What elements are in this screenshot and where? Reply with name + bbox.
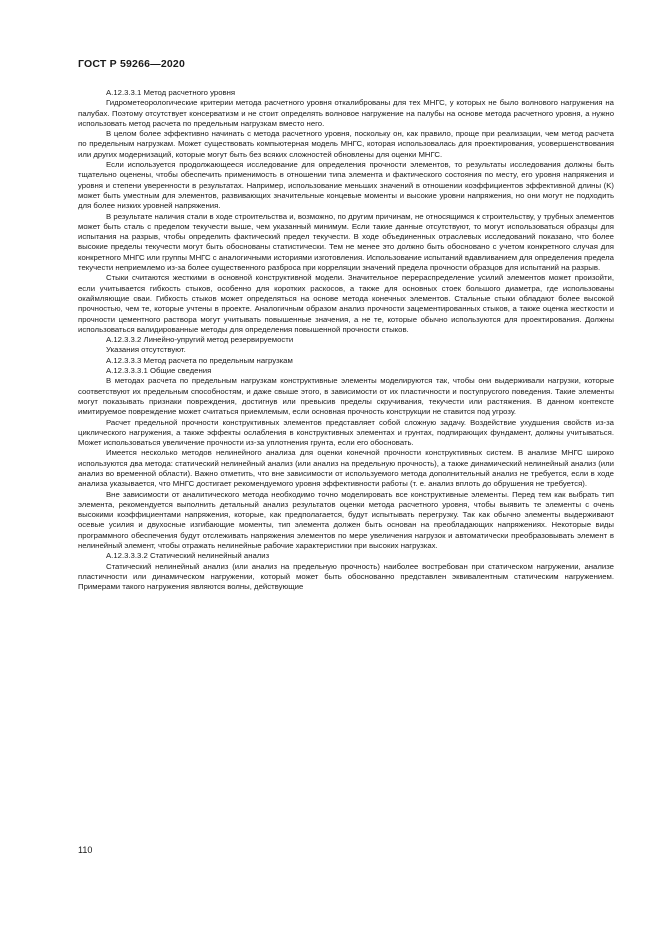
body-paragraph: Вне зависимости от аналитического метода необходимо точно моделировать все конструктивные элементы. Перед тем как выбрать тип элемента, рекомендуется выполнить детальный анализ результатов оценки метода расчетного уровня, чтобы выявить те элементы с очень высокими коэффициентами напряжения, которые, как предполагается, будут испытывать перегрузку. Так как обычно элементы выдерживают осевые усилия и двухосные изгибающие моменты, тип элемента должен быть основан на преобладающих напряжениях. Некоторые виды программного обеспечения будут отслеживать напряжения элементов по мере увеличения нагрузок и автоматически преобразовывать элемент в нелинейный элемент, чтобы отражать нелинейные рабочие характеристики при высоких нагрузках. bbox=[78, 489, 614, 551]
document-body bbox=[78, 88, 614, 593]
body-paragraph: В целом более эффективно начинать с метода расчетного уровня, поскольку он, как правило, проще при реализации, чем метод расчета по предельным нагрузкам. Может существовать компьютерная модель МНГС, которая использовалась для проектирования, усовершенствования или других модернизаций, которые могут быть без всяких сложностей обновлены для оценки МНГС. bbox=[78, 129, 614, 159]
body-paragraph: В результате наличия стали в ходе строительства и, возможно, по другим причинам, не относящимся к строительству, у трубных элементов может быть сталь с пределом текучести выше, чем указанный минимум. Если такие данные отсутствуют, то могут использоваться образцы для испытания на разрыв, чтобы определить фактический предел текучести. В ходе объединенных отраслевых исследований показано, что более высокие пределы текучести могут быть обоснованы статистически. Тем не менее это должно быть обосновано с учетом конкретного случая для конкретного МНГС или группы МНГС с аналогичными историями изготовления. Использование испытаний вдавливанием для определения предела текучести неприемлемо из-за более существенного разброса при корреляции значений предела прочности образцов для испытаний на разрыв. bbox=[78, 211, 614, 273]
section-heading: А.12.3.3.1 Метод расчетного уровня bbox=[106, 88, 236, 97]
body-paragraph: Указания отсутствуют. bbox=[106, 345, 186, 355]
section-heading: А.12.3.3.3.1 Общие сведения bbox=[106, 366, 212, 376]
body-paragraph: Если используется продолжающееся исследование для определения прочности элементов, то результаты исследования должны быть тщательно оценены, чтобы обеспечить применимость в отношении типа элемента и фактического состояния по месту, его уровня напряжения и уровня и степени уверенности в результатах. Например, использование меньших значений в отношении коэффициентов эффективной длины (K) может быть уместным для элементов, развивающих значительные концевые моменты и высокие уровни напряжения, но они могут не подходить для более низких уровней напряжения. bbox=[78, 160, 614, 211]
section-heading: А.12.3.3.3 Метод расчета по предельным нагрузкам bbox=[106, 355, 293, 365]
document-header: ГОСТ Р 59266—2020 bbox=[78, 58, 186, 70]
section-heading: А.12.3.3.3.2 Статический нелинейный анализ bbox=[106, 551, 270, 561]
body-paragraph: Имеется несколько методов нелинейного анализа для оценки конечной прочности конструктивных систем. В анализе МНГС широко используются два метода: статический нелинейный анализ (или анализ на предельную прочность), а также динамический нелинейный анализ (или анализ во временной области). Важно отметить, что вне зависимости от используемого метода дополнительный анализ не требуется, если в ходе анализа указывается, что МНГС достигает рекомендуемого уровня эффективности работы (т. е. анализ вплоть до обрушения не требуется). bbox=[78, 448, 614, 489]
section-heading: А.12.3.3.2 Линейно-упругий метод резервируемости bbox=[106, 335, 294, 345]
body-paragraph: Статический нелинейный анализ (или анализ на предельную прочность) наиболее востребован при статическом нагружении, анализе пластичности или динамическом нагружении, который может быть обоснованно представлен эквивалентным статическим нагружением. Примерами такого нагружения являются волны, действующие bbox=[78, 561, 614, 592]
body-paragraph: В методах расчета по предельным нагрузкам конструктивные элементы моделируются так, чтобы они выдерживали нагрузки, которые соответствуют их предельным способностям, и даже свыше этого, в зависимости от их пластичности и поступрусгого поведения. Такие элементы могут показывать признаки повреждения, достигнув или превысив пределы скручивания, текучести или растяжения. В данном контексте имитируемое повреждение может считаться приемлемым, если основная прочность конструкции не ставится под угрозу. bbox=[78, 376, 614, 417]
body-paragraph: Стыки считаются жесткими в основной конструктивной модели. Значительное перераспределение усилий элементов может произойти, если учитывается гибкость стыков, особенно для коротких раскосов, а также для основных стоек большого диаметра, где использованы окаймляющие сваи. Гибкость стыков может определяться на основе метода конечных элементов. Стальные стыки обладают более высокой прочностью, чем те, которые учтены в проекте. Аналогичным образом анализ прочности зацементированных стыков, а также оценка жесткости и прочности цементного раствора могут учитывать повышенные значения, а не те, которые обычно используются для проектирования. Должны использоваться валидированные методы для определения повышенной прочности стыков. bbox=[78, 273, 614, 334]
body-paragraph: Расчет предельной прочности конструктивных элементов представляет собой сложную задачу. Воздействие ухудшения свойств из-за циклического нагружения, а также эффекты ослабления в конструктивных элементах и грунтах, подпирающих фундамент, должны учитываться. Может использоваться увеличение прочности из-за уплотнения грунта, если его обосновать. bbox=[78, 417, 614, 448]
page-number: 110 bbox=[78, 845, 93, 855]
body-paragraph: Гидрометеорологические критерии метода расчетного уровня откалиброваны для тех МНГС, у которых не было волнового нагружения на палубах. Поэтому отсутствует консерватизм и не стоит определять волновое нагружение на палубы на основе метода расчетного уровня, а нужно использовать метод расчета по предельным нагрузкам вместо него. bbox=[78, 98, 614, 128]
